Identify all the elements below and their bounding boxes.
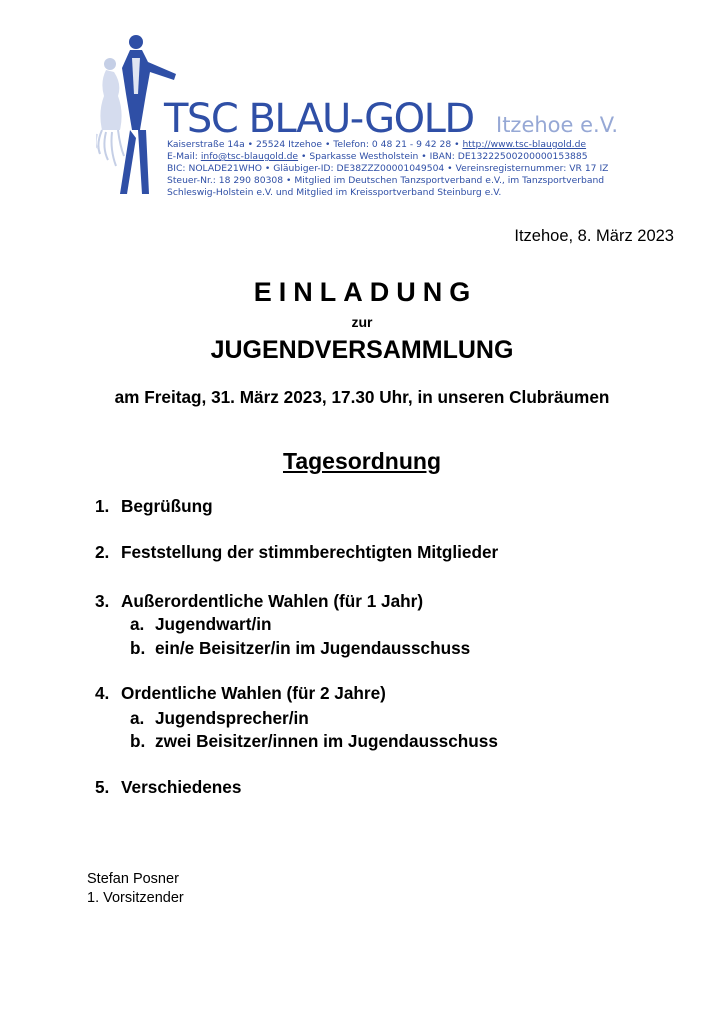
tax-line: Steuer-Nr.: 18 290 80308 • Mitglied im Deutschen Tanzsportverband e.V., im Tanzsportverband <box>167 175 605 186</box>
agenda-item-number: 2. <box>95 542 110 562</box>
agenda-subitem-letter: b. <box>130 638 146 658</box>
bic-line: BIC: NOLADE21WHO • Gläubiger-ID: DE38ZZZ00001049504 • Vereinsregisternummer: VR 17 IZ <box>167 163 609 174</box>
email-bank-line <box>167 151 588 163</box>
agenda-item-text: Verschiedenes <box>121 777 242 797</box>
agenda-item-text: Außerordentliche Wahlen (für 1 Jahr) <box>121 591 424 611</box>
agenda-subitem-letter: a. <box>130 614 145 634</box>
email-prefix: E-Mail: <box>167 151 201 162</box>
agenda-title: Tagesordnung <box>282 448 441 474</box>
agenda-item-text: Begrüßung <box>121 496 213 516</box>
agenda-item-text: Feststellung der stimmberechtigten Mitglieder <box>121 542 499 562</box>
signer-name: Stefan Posner <box>87 871 179 887</box>
agenda-subitem-letter: b. <box>130 731 146 751</box>
meeting-title: JUGENDVERSAMMLUNG <box>210 336 514 364</box>
bank-text: • Sparkasse Westholstein • IBAN: DE13222500200000153885 <box>298 151 588 162</box>
meeting-date-place: am Freitag, 31. März 2023, 17.30 Uhr, in unseren Clubräumen <box>114 387 610 407</box>
signature-block <box>87 870 184 908</box>
address-line <box>167 139 586 151</box>
agenda-item-number: 5. <box>95 777 110 797</box>
invitation-headline: EINLADUNG <box>253 277 478 307</box>
agenda-item-number: 3. <box>95 591 110 611</box>
agenda-item-number: 1. <box>95 496 110 516</box>
agenda-subitem-letter: a. <box>130 708 145 728</box>
address-text: Kaiserstraße 14a • 25524 Itzehoe • Telefon: 0 48 21 - 9 42 28 • <box>167 139 463 150</box>
website-link[interactable]: http://www.tsc-blaugold.de <box>462 139 587 150</box>
club-name: TSC BLAU-GOLD <box>164 96 474 142</box>
signer-role: 1. Vorsitzender <box>87 890 184 906</box>
agenda-subitem-text: Jugendsprecher/in <box>155 708 309 728</box>
invitation-zur: zur <box>351 314 373 330</box>
agenda-subitem-text: ein/e Beisitzer/in im Jugendausschuss <box>155 638 471 658</box>
agenda-subitem-text: zwei Beisitzer/innen im Jugendausschuss <box>155 731 498 751</box>
date-line: Itzehoe, 8. März 2023 <box>514 227 674 245</box>
membership-line: Schleswig-Holstein e.V. und Mitglied im Kreissportverband Steinburg e.V. <box>167 187 502 198</box>
club-suffix: Itzehoe e.V. <box>496 113 619 137</box>
agenda-item-text: Ordentliche Wahlen (für 2 Jahre) <box>121 683 386 703</box>
agenda-item-number: 4. <box>95 683 110 703</box>
email-link[interactable]: info@tsc-blaugold.de <box>200 151 299 162</box>
agenda-subitem-text: Jugendwart/in <box>155 614 272 634</box>
